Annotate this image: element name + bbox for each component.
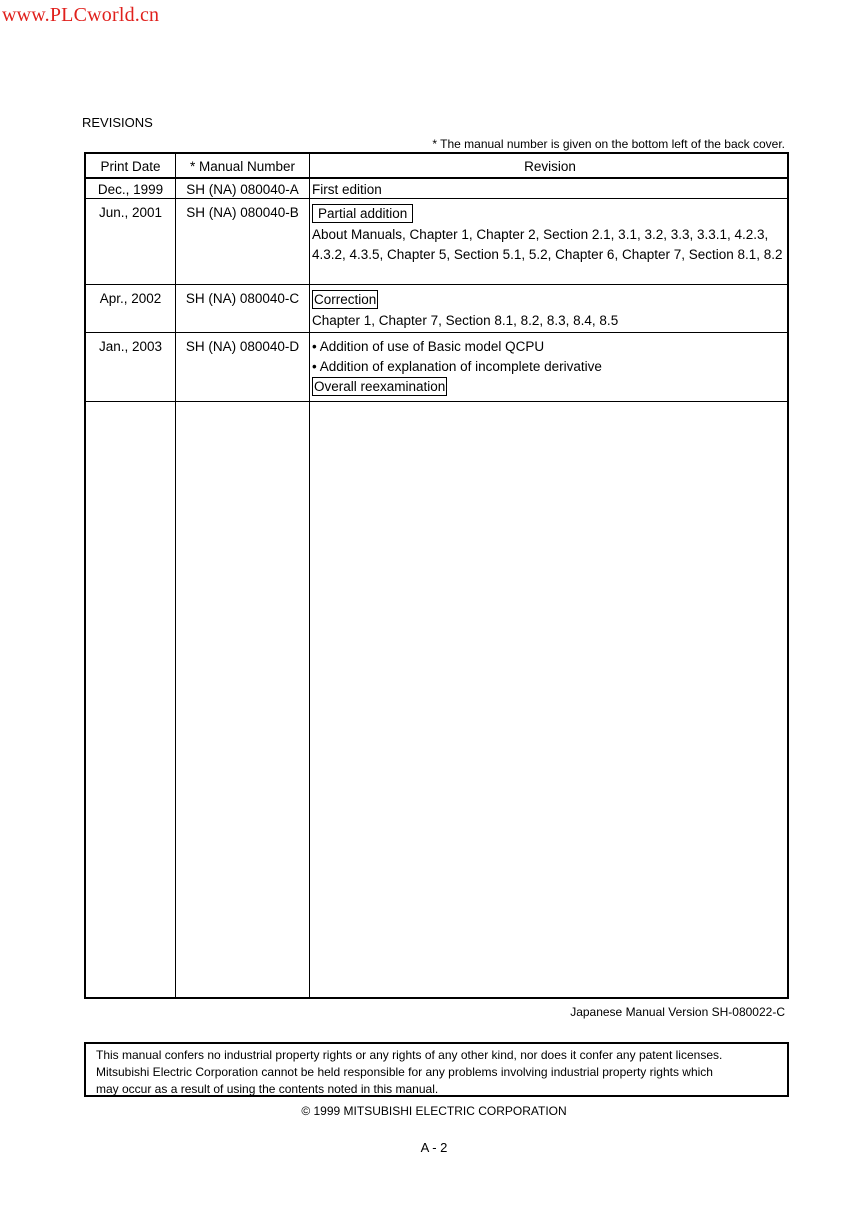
row-4-number: SH (NA) 080040-D: [185, 339, 300, 354]
row-3-number: SH (NA) 080040-C: [185, 291, 300, 306]
revision-type-box: Correction: [314, 292, 377, 307]
watermark: www.PLCworld.cn: [2, 4, 160, 26]
row-4-revision-line: • Addition of use of Basic model QCPU: [312, 339, 545, 354]
page-number: A - 2: [420, 1140, 448, 1155]
column-divider: [309, 154, 310, 997]
row-3-date: Apr., 2002: [99, 291, 162, 306]
header-print-date: Print Date: [100, 159, 161, 174]
revision-type-box: Overall reexamination: [314, 379, 446, 394]
row-1-revision: First edition: [312, 182, 382, 197]
row-2-box-cell: [312, 203, 788, 224]
row-divider: [86, 401, 787, 402]
page-title: REVISIONS: [82, 115, 153, 130]
row-3-revision-text: Chapter 1, Chapter 7, Section 8.1, 8.2, 8.3, 8.4, 8.5: [312, 313, 619, 328]
row-3-box-cell: [312, 289, 788, 310]
header-divider: [86, 177, 787, 179]
disclaimer-line: may occur as a result of using the contents noted in this manual.: [96, 1082, 439, 1096]
manual-number-note: * The manual number is given on the bottom left of the back cover.: [432, 137, 785, 151]
row-divider: [86, 198, 787, 199]
row-4-date: Jan., 2003: [98, 339, 163, 354]
revisions-table: [84, 152, 789, 999]
disclaimer-box: [84, 1042, 789, 1097]
row-4-revision-line: • Addition of explanation of incomplete derivative: [312, 359, 602, 374]
header-revision: Revision: [524, 159, 576, 174]
row-divider: [86, 284, 787, 285]
column-divider: [175, 154, 176, 997]
row-1-number: SH (NA) 080040-A: [186, 182, 299, 197]
disclaimer-line: This manual confers no industrial property rights or any rights of any other kind, nor does it confer any patent licenses.: [96, 1048, 723, 1062]
revision-type-box: Partial addition: [312, 204, 413, 223]
row-4-box-cell: [312, 376, 788, 397]
japanese-manual-version: Japanese Manual Version SH-080022-C: [570, 1005, 785, 1019]
copyright: © 1999 MITSUBISHI ELECTRIC CORPORATION: [301, 1104, 567, 1118]
row-2-revision-text: About Manuals, Chapter 1, Chapter 2, Section 2.1, 3.1, 3.2, 3.3, 3.3.1, 4.2.3, 4.3.2, 4.3.5, Chapter 5, Section 5.1, 5.2, Chapter 6, Chapter 7, Section 8.1, 8.2: [312, 227, 783, 262]
row-2-number: SH (NA) 080040-B: [186, 205, 299, 220]
row-divider: [86, 332, 787, 333]
header-manual-number: * Manual Number: [189, 159, 296, 174]
row-2-date: Jun., 2001: [98, 205, 163, 220]
disclaimer-line: Mitsubishi Electric Corporation cannot be held responsible for any problems involving industrial property rights which: [96, 1065, 713, 1079]
row-1-date: Dec., 1999: [97, 182, 164, 197]
